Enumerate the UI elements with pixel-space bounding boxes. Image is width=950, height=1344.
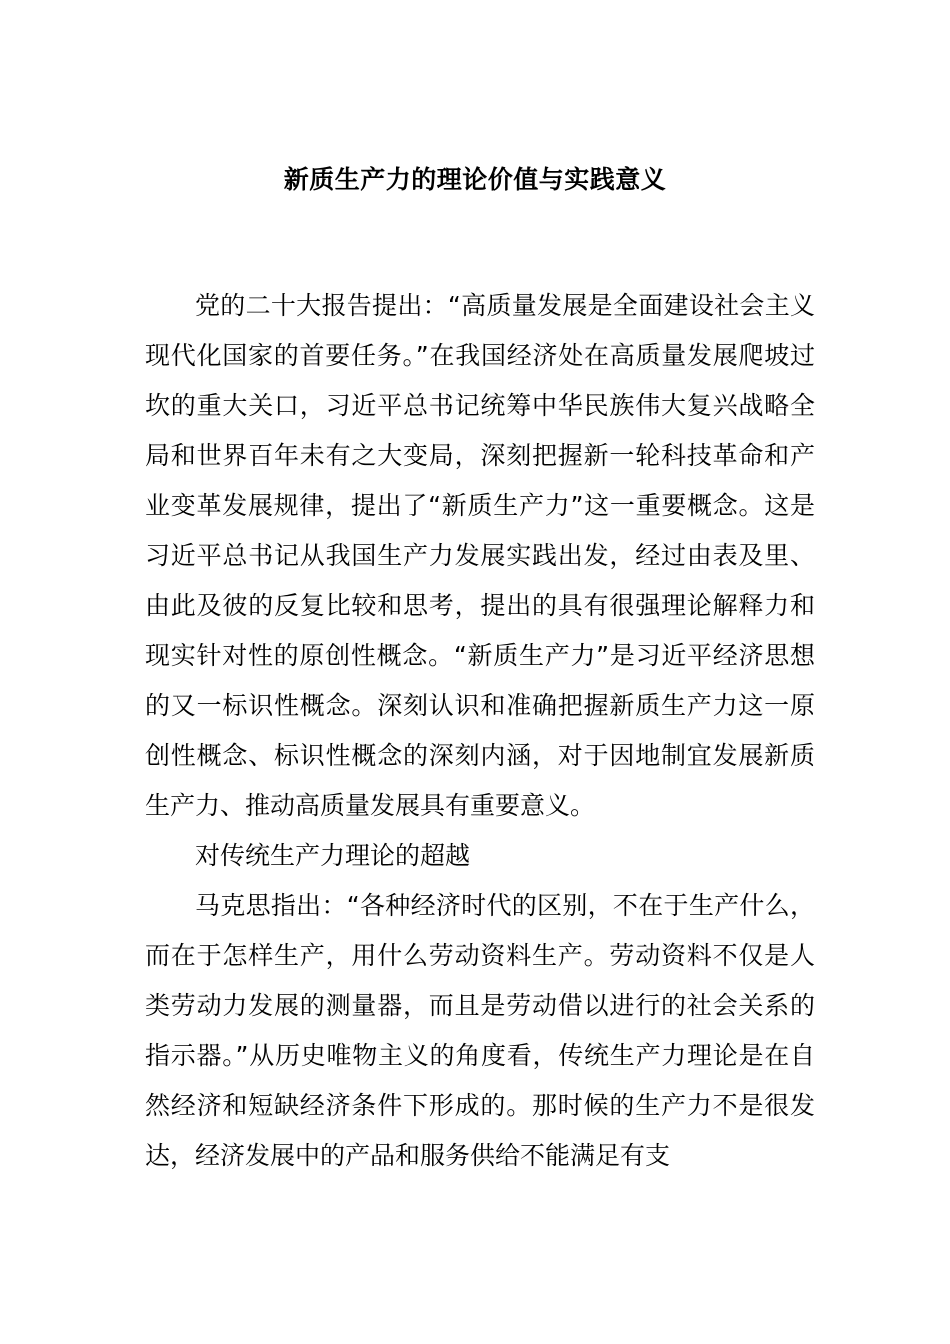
paragraph-marx: 马克思指出：“各种经济时代的区别，不在于生产什么，而在于怎样生产，用什么劳动资料生产。劳动资料不仅是人类劳动力发展的测量器，而且是劳动借以进行的社会关系的指示器。”从历史唯物主义的角度看，传统生产力理论是在自然经济和短缺经济条件下形成的。那时候的生产力不是很发达，经济发展中的产品和服务供给不能满足有支: [145, 891, 815, 1170]
section-heading: 对传统生产力理论的超越: [195, 841, 471, 870]
document-title: 新质生产力的理论价值与实践意义: [283, 165, 667, 194]
document-body: [145, 281, 815, 1181]
paragraph-intro: 党的二十大报告提出：“高质量发展是全面建设社会主义现代化国家的首要任务。”在我国经济处在高质量发展爬坡过坎的重大关口，习近平总书记统筹中华民族伟大复兴战略全局和世界百年未有之大变局，深刻把握新一轮科技革命和产业变革发展规律，提出了“新质生产力”这一重要概念。这是习近平总书记从我国生产力发展实践出发，经过由表及里、由此及彼的反复比较和思考，提出的具有很强理论解释力和现实针对性的原创性概念。“新质生产力”是习近平经济思想的又一标识性概念。深刻认识和准确把握新质生产力这一原创性概念、标识性概念的深刻内涵，对于因地制宜发展新质生产力、推动高质量发展具有重要意义。: [145, 291, 815, 820]
